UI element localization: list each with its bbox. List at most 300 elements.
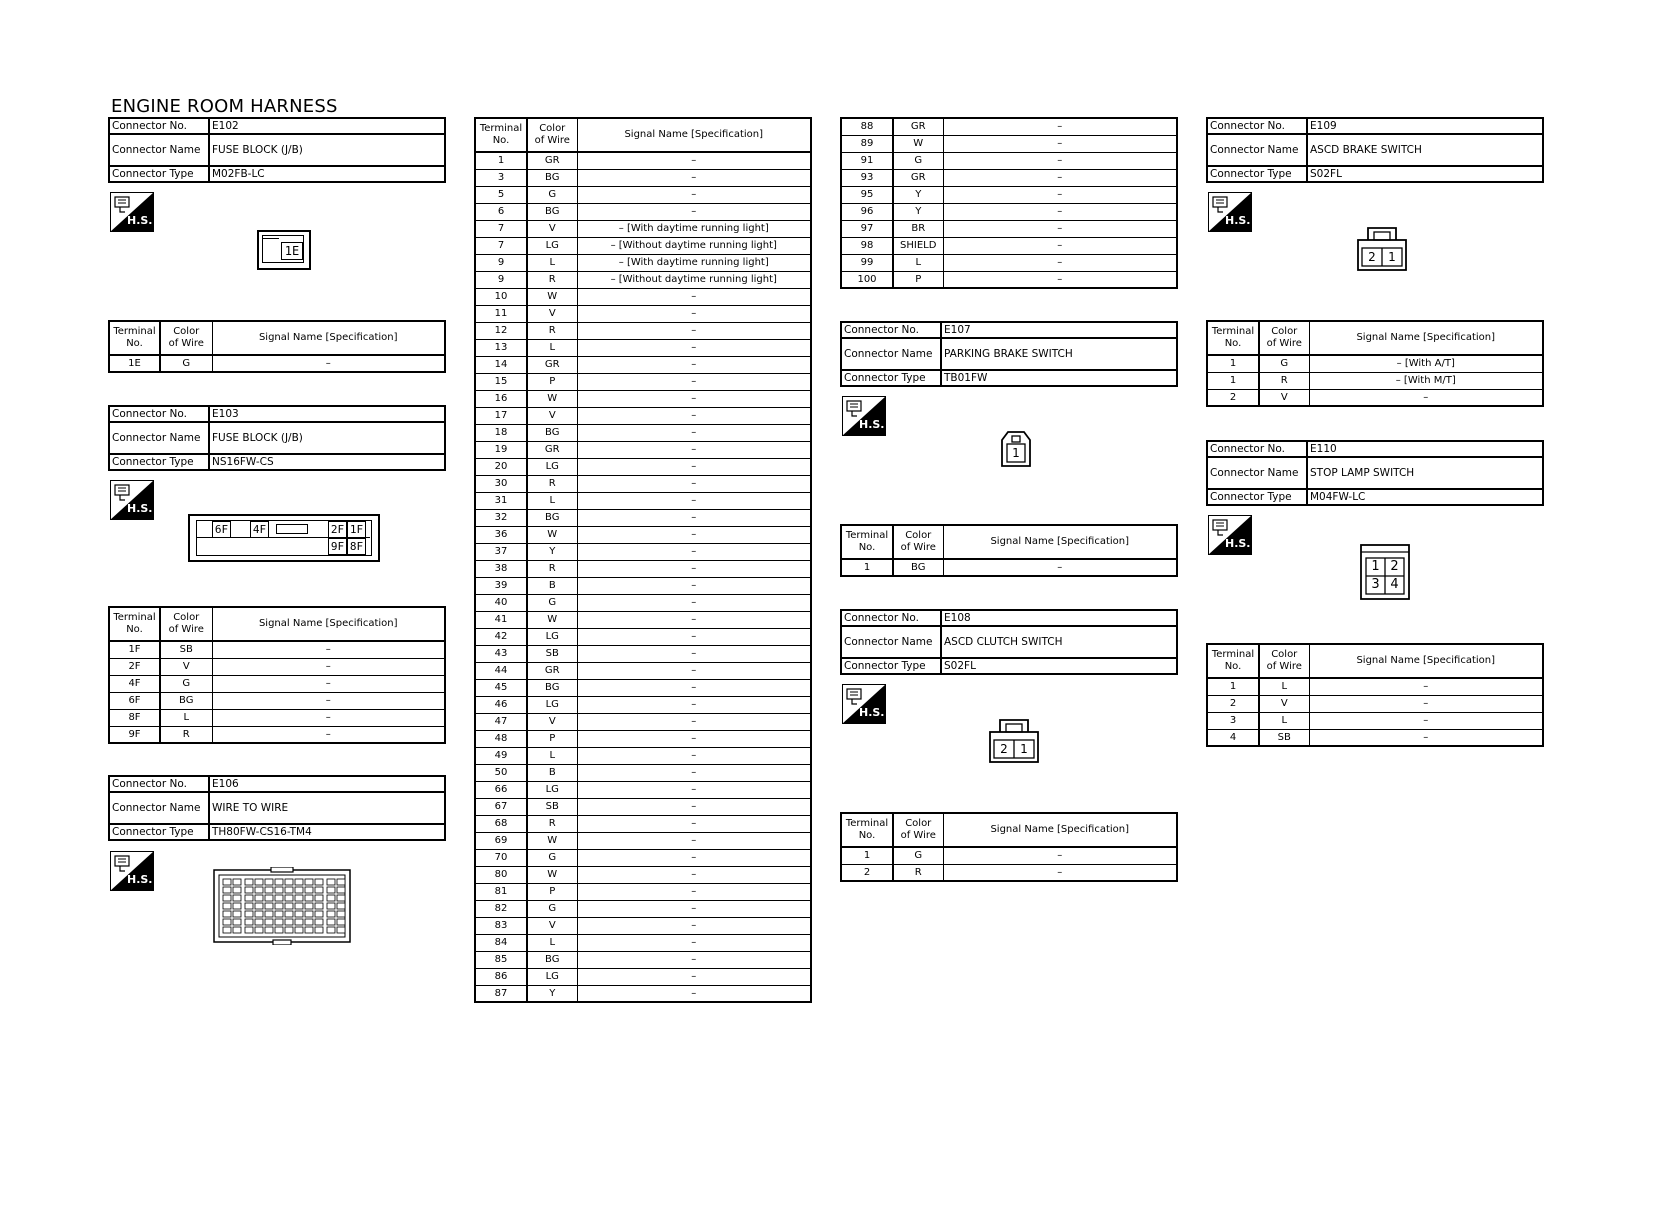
color-cell: BG [527, 951, 577, 968]
terminal-cell: 41 [475, 611, 527, 628]
header-terminal: Terminal No. [109, 321, 160, 355]
hs-icon [1208, 515, 1252, 555]
signal-cell: – [577, 679, 811, 696]
label-connector-no: Connector No. [841, 610, 941, 626]
terminal-cell: 12 [475, 322, 527, 339]
terminal-cell: 6 [475, 203, 527, 220]
table-row [841, 203, 1177, 220]
header-terminal: Terminal No. [475, 118, 527, 152]
signal-cell: – [943, 186, 1177, 203]
label-connector-type: Connector Type [109, 824, 209, 840]
terminal-cell: 45 [475, 679, 527, 696]
terminal-cell: 81 [475, 883, 527, 900]
table-row [841, 559, 1177, 576]
connector-no: E110 [1307, 441, 1543, 457]
header-terminal: Terminal No. [109, 607, 160, 641]
label-connector-no: Connector No. [109, 406, 209, 422]
color-cell: W [527, 390, 577, 407]
terminal-table-e106-part1 [474, 117, 812, 1003]
connector-header-e107 [840, 321, 1178, 387]
terminal-cell: 42 [475, 628, 527, 645]
table-row [841, 271, 1177, 288]
color-cell: LG [527, 696, 577, 713]
terminal-cell: 88 [841, 118, 893, 135]
color-cell: GR [527, 662, 577, 679]
color-cell: G [527, 849, 577, 866]
table-row [475, 373, 811, 390]
terminal-table-e110 [1206, 643, 1544, 747]
connector-header-e109 [1206, 117, 1544, 183]
terminal-cell: 32 [475, 509, 527, 526]
terminal-cell: 7 [475, 220, 527, 237]
signal-cell: – [577, 866, 811, 883]
table-row [475, 356, 811, 373]
table-row [475, 254, 811, 271]
terminal-cell: 2 [1207, 389, 1259, 406]
header-color: Color of Wire [1259, 321, 1309, 355]
terminal-cell: 70 [475, 849, 527, 866]
color-cell: Y [527, 543, 577, 560]
header-signal: Signal Name [Specification] [212, 607, 445, 641]
terminal-cell: 43 [475, 645, 527, 662]
pin-label: 6F [212, 521, 231, 538]
color-cell: BG [527, 509, 577, 526]
signal-cell: – [577, 203, 811, 220]
color-cell: R [527, 815, 577, 832]
hs-icon [110, 480, 154, 520]
table-row [475, 628, 811, 645]
connector-header-e106 [108, 775, 446, 841]
terminal-cell: 87 [475, 985, 527, 1002]
color-cell: BG [527, 424, 577, 441]
label-connector-name: Connector Name [1207, 134, 1307, 166]
color-cell: R [527, 475, 577, 492]
color-cell: R [527, 322, 577, 339]
pin-label: 8F [347, 538, 366, 555]
signal-cell: – [577, 985, 811, 1002]
signal-cell: – [212, 675, 445, 692]
terminal-cell: 3 [475, 169, 527, 186]
terminal-cell: 44 [475, 662, 527, 679]
signal-cell: – [577, 764, 811, 781]
connector-name: ASCD CLUTCH SWITCH [941, 626, 1177, 658]
table-row [475, 645, 811, 662]
table-row [475, 951, 811, 968]
pin-label: 1 [1020, 742, 1028, 756]
label-connector-name: Connector Name [109, 792, 209, 824]
signal-cell: – [With M/T] [1309, 372, 1543, 389]
terminal-cell: 46 [475, 696, 527, 713]
terminal-cell: 1 [475, 152, 527, 169]
color-cell: V [1259, 389, 1309, 406]
table-row [475, 594, 811, 611]
table-row [475, 611, 811, 628]
signal-cell: – [212, 641, 445, 658]
hs-label: H.S. [127, 214, 153, 227]
table-row [475, 968, 811, 985]
terminal-table-e107 [840, 524, 1178, 577]
terminal-cell: 16 [475, 390, 527, 407]
signal-cell: – [577, 798, 811, 815]
table-row [475, 747, 811, 764]
terminal-cell: 95 [841, 186, 893, 203]
connector-name: STOP LAMP SWITCH [1307, 457, 1543, 489]
terminal-cell: 39 [475, 577, 527, 594]
terminal-cell: 1E [109, 355, 160, 372]
pin-label: 2 [1000, 742, 1008, 756]
table-row [475, 815, 811, 832]
terminal-cell: 13 [475, 339, 527, 356]
table-row [475, 781, 811, 798]
connector-no: E107 [941, 322, 1177, 338]
signal-cell: – [1309, 729, 1543, 746]
signal-cell: – [577, 458, 811, 475]
hs-icon [842, 684, 886, 724]
connector-face-e107 [1000, 430, 1032, 468]
signal-cell: – [943, 271, 1177, 288]
table-row [475, 679, 811, 696]
signal-cell: – [1309, 695, 1543, 712]
connector-header-e110 [1206, 440, 1544, 506]
color-cell: G [1259, 355, 1309, 372]
terminal-cell: 80 [475, 866, 527, 883]
terminal-cell: 15 [475, 373, 527, 390]
pin-label: 2 [1368, 250, 1376, 264]
table-row [841, 220, 1177, 237]
label-connector-no: Connector No. [1207, 441, 1307, 457]
table-row [109, 692, 445, 709]
table-row [475, 934, 811, 951]
label-connector-name: Connector Name [841, 626, 941, 658]
table-row [475, 390, 811, 407]
color-cell: BG [527, 169, 577, 186]
terminal-cell: 47 [475, 713, 527, 730]
terminal-cell: 84 [475, 934, 527, 951]
connector-type: TB01FW [941, 370, 1177, 386]
color-cell: W [527, 832, 577, 849]
connector-type: TH80FW-CS16-TM4 [209, 824, 445, 840]
signal-cell: – [577, 169, 811, 186]
signal-cell: – [1309, 389, 1543, 406]
signal-cell: – [577, 305, 811, 322]
color-cell: LG [527, 628, 577, 645]
terminal-cell: 6F [109, 692, 160, 709]
table-row [475, 560, 811, 577]
color-cell: L [527, 492, 577, 509]
color-cell: SHIELD [893, 237, 943, 254]
header-terminal: Terminal No. [1207, 321, 1259, 355]
terminal-cell: 93 [841, 169, 893, 186]
table-row [475, 203, 811, 220]
signal-cell: – [577, 849, 811, 866]
connector-name: WIRE TO WIRE [209, 792, 445, 824]
header-color: Color of Wire [893, 813, 943, 847]
color-cell: W [527, 526, 577, 543]
terminal-cell: 91 [841, 152, 893, 169]
color-cell: BG [160, 692, 212, 709]
table-row [475, 526, 811, 543]
header-color: Color of Wire [1259, 644, 1309, 678]
terminal-cell: 2 [841, 864, 893, 881]
color-cell: G [527, 900, 577, 917]
signal-cell: – [943, 237, 1177, 254]
terminal-cell: 9 [475, 271, 527, 288]
signal-cell: – [577, 662, 811, 679]
connector-no: E106 [209, 776, 445, 792]
table-row [841, 864, 1177, 881]
pin-label: 2 [1390, 559, 1399, 574]
pin-label: 1E [281, 242, 303, 260]
table-row [475, 305, 811, 322]
color-cell: V [527, 305, 577, 322]
table-row [475, 543, 811, 560]
signal-cell: – [577, 356, 811, 373]
table-row [1207, 712, 1543, 729]
header-terminal: Terminal No. [1207, 644, 1259, 678]
terminal-cell: 10 [475, 288, 527, 305]
signal-cell: – [577, 900, 811, 917]
signal-cell: – [Without daytime running light] [577, 271, 811, 288]
terminal-cell: 1 [1207, 372, 1259, 389]
color-cell: Y [527, 985, 577, 1002]
terminal-cell: 2F [109, 658, 160, 675]
table-row [109, 355, 445, 372]
terminal-cell: 3 [1207, 712, 1259, 729]
pin-label: 1 [1012, 446, 1020, 460]
color-cell: L [893, 254, 943, 271]
table-row [475, 883, 811, 900]
signal-cell: – [943, 203, 1177, 220]
terminal-cell: 9F [109, 726, 160, 743]
connector-no: E102 [209, 118, 445, 134]
color-cell: L [527, 339, 577, 356]
color-cell: B [527, 577, 577, 594]
table-row [1207, 729, 1543, 746]
color-cell: GR [893, 169, 943, 186]
color-cell: B [527, 764, 577, 781]
terminal-cell: 68 [475, 815, 527, 832]
label-connector-name: Connector Name [841, 338, 941, 370]
connector-type: M02FB-LC [209, 166, 445, 182]
label-connector-no: Connector No. [841, 322, 941, 338]
color-cell: R [527, 560, 577, 577]
table-row [475, 509, 811, 526]
signal-cell: – [943, 220, 1177, 237]
table-row [109, 726, 445, 743]
color-cell: L [527, 747, 577, 764]
terminal-cell: 19 [475, 441, 527, 458]
table-row [109, 641, 445, 658]
terminal-cell: 38 [475, 560, 527, 577]
signal-cell: – [577, 424, 811, 441]
color-cell: BG [527, 203, 577, 220]
table-row [475, 339, 811, 356]
table-row [841, 169, 1177, 186]
table-row [475, 492, 811, 509]
terminal-cell: 30 [475, 475, 527, 492]
hs-label: H.S. [1225, 537, 1251, 550]
signal-cell: – [577, 407, 811, 424]
table-row [109, 675, 445, 692]
color-cell: W [893, 135, 943, 152]
terminal-cell: 37 [475, 543, 527, 560]
signal-cell: – [577, 373, 811, 390]
terminal-cell: 89 [841, 135, 893, 152]
signal-cell: – [577, 934, 811, 951]
header-signal: Signal Name [Specification] [1309, 321, 1543, 355]
connector-header-e102 [108, 117, 446, 183]
table-row [841, 254, 1177, 271]
color-cell: V [527, 917, 577, 934]
pin-label: 1 [1371, 559, 1380, 574]
color-cell: L [1259, 678, 1309, 695]
signal-cell: – [943, 559, 1177, 576]
color-cell: L [160, 709, 212, 726]
color-cell: V [1259, 695, 1309, 712]
signal-cell: – [943, 169, 1177, 186]
color-cell: W [527, 611, 577, 628]
terminal-cell: 4F [109, 675, 160, 692]
table-row [1207, 372, 1543, 389]
color-cell: SB [527, 645, 577, 662]
color-cell: LG [527, 781, 577, 798]
table-row [475, 288, 811, 305]
color-cell: SB [160, 641, 212, 658]
color-cell: G [893, 152, 943, 169]
header-signal: Signal Name [Specification] [1309, 644, 1543, 678]
color-cell: G [527, 186, 577, 203]
terminal-cell: 97 [841, 220, 893, 237]
hs-icon [1208, 192, 1252, 232]
terminal-cell: 83 [475, 917, 527, 934]
label-connector-type: Connector Type [841, 370, 941, 386]
terminal-cell: 96 [841, 203, 893, 220]
label-connector-type: Connector Type [1207, 489, 1307, 505]
signal-cell: – [943, 118, 1177, 135]
signal-cell: – [577, 883, 811, 900]
table-row [841, 135, 1177, 152]
signal-cell: – [With daytime running light] [577, 220, 811, 237]
hs-label: H.S. [1225, 214, 1251, 227]
connector-name: FUSE BLOCK (J/B) [209, 134, 445, 166]
terminal-cell: 5 [475, 186, 527, 203]
connector-header-e103 [108, 405, 446, 471]
table-row [841, 847, 1177, 864]
color-cell: G [893, 847, 943, 864]
table-row [475, 441, 811, 458]
signal-cell: – [1309, 712, 1543, 729]
color-cell: P [527, 373, 577, 390]
signal-cell: – [577, 594, 811, 611]
header-color: Color of Wire [527, 118, 577, 152]
terminal-cell: 4 [1207, 729, 1259, 746]
signal-cell: – [577, 322, 811, 339]
table-row [475, 662, 811, 679]
signal-cell: – [577, 917, 811, 934]
signal-cell: – [577, 781, 811, 798]
signal-cell: – [577, 288, 811, 305]
connector-face-e106 [213, 867, 351, 945]
terminal-cell: 69 [475, 832, 527, 849]
header-signal: Signal Name [Specification] [577, 118, 811, 152]
header-color: Color of Wire [893, 525, 943, 559]
connector-no: E103 [209, 406, 445, 422]
table-row [841, 118, 1177, 135]
connector-face-e102 [257, 230, 311, 270]
signal-cell: – [577, 645, 811, 662]
connector-type: S02FL [1307, 166, 1543, 182]
terminal-cell: 1 [841, 559, 893, 576]
connector-face-e103 [188, 514, 380, 562]
header-terminal: Terminal No. [841, 813, 893, 847]
signal-cell: – [943, 152, 1177, 169]
table-row [475, 322, 811, 339]
color-cell: L [527, 934, 577, 951]
label-connector-name: Connector Name [1207, 457, 1307, 489]
color-cell: G [160, 675, 212, 692]
table-row [475, 832, 811, 849]
terminal-cell: 98 [841, 237, 893, 254]
connector-type: S02FL [941, 658, 1177, 674]
header-terminal: Terminal No. [841, 525, 893, 559]
table-row [475, 458, 811, 475]
terminal-table-e108 [840, 812, 1178, 882]
header-signal: Signal Name [Specification] [943, 525, 1177, 559]
signal-cell: – [With daytime running light] [577, 254, 811, 271]
color-cell: V [160, 658, 212, 675]
table-row [475, 900, 811, 917]
hs-icon [110, 851, 154, 891]
hs-label: H.S. [127, 873, 153, 886]
table-row [475, 271, 811, 288]
terminal-cell: 9 [475, 254, 527, 271]
pin-label: 2F [328, 521, 347, 538]
signal-cell: – [577, 560, 811, 577]
table-row [475, 407, 811, 424]
signal-cell: – [212, 709, 445, 726]
label-connector-type: Connector Type [841, 658, 941, 674]
color-cell: G [527, 594, 577, 611]
signal-cell: – [577, 747, 811, 764]
table-row [1207, 695, 1543, 712]
color-cell: L [527, 254, 577, 271]
signal-cell: – [212, 692, 445, 709]
signal-cell: – [577, 441, 811, 458]
color-cell: V [527, 713, 577, 730]
terminal-cell: 67 [475, 798, 527, 815]
color-cell: BR [893, 220, 943, 237]
signal-cell: – [577, 730, 811, 747]
header-color: Color of Wire [160, 321, 212, 355]
color-cell: R [1259, 372, 1309, 389]
terminal-table-e109 [1206, 320, 1544, 407]
header-signal: Signal Name [Specification] [943, 813, 1177, 847]
table-row [475, 186, 811, 203]
table-row [475, 798, 811, 815]
hs-icon [110, 192, 154, 232]
table-row [475, 917, 811, 934]
terminal-cell: 11 [475, 305, 527, 322]
table-row [475, 866, 811, 883]
color-cell: R [893, 864, 943, 881]
signal-cell: – [577, 577, 811, 594]
table-row [475, 237, 811, 254]
signal-cell: – [577, 390, 811, 407]
table-row [109, 658, 445, 675]
color-cell: V [527, 220, 577, 237]
signal-cell: – [212, 726, 445, 743]
pin-label: 1 [1388, 250, 1396, 264]
